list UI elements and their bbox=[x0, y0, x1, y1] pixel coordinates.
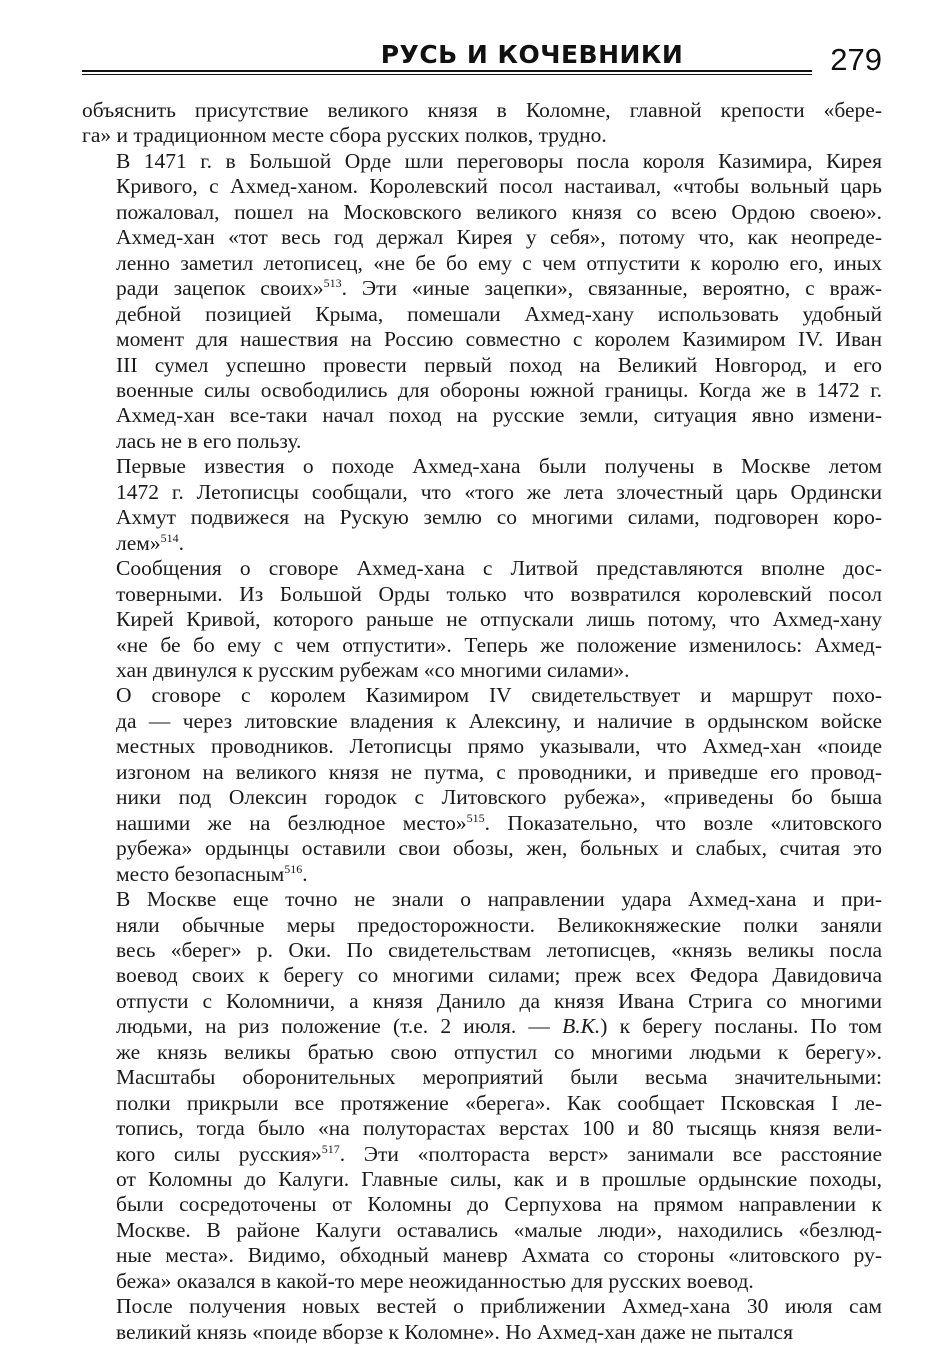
paragraph bbox=[82, 556, 882, 683]
text-line: нашими же на безлюдное место»$^{515}$. Показательно, что возле «литовского bbox=[116, 810, 882, 835]
text-line: великий князь «поиде вборзе к Коломне». Но Ахмед-хан даже не пытался bbox=[116, 1319, 793, 1344]
text-line: местных проводников. Летописцы прямо указывали, что Ахмед-хан «поиде bbox=[116, 734, 882, 759]
paragraph bbox=[82, 1294, 882, 1345]
paragraph bbox=[82, 887, 882, 1294]
text-line: момент для нашествия на Россию совместно с королем Казимиром IV. Иван bbox=[116, 327, 882, 352]
text-line: же князь великы братью свою отпустил со многими людьми к берегу». bbox=[116, 1039, 882, 1064]
text-line: «не бе бо ему с чем отпустити». Теперь же положение изменилось: Ахмед- bbox=[116, 632, 882, 657]
running-title: РУСЬ И КОЧЕВНИКИ bbox=[380, 40, 684, 69]
text-line: Масштабы оборонительных мероприятий были весьма значительными: bbox=[116, 1065, 882, 1090]
text-line: да — через литовские владения к Алексину, и наличие в ордынском войске bbox=[116, 708, 882, 733]
text-line: хан двинулся к русским рубежам «со многими силами». bbox=[116, 657, 630, 682]
footnote-ref: 517 bbox=[321, 1141, 340, 1156]
text-line: лем»$^{514}$. bbox=[116, 530, 185, 555]
text-line: Первые известия о походе Ахмед-хана были получены в Москве летом bbox=[116, 454, 882, 479]
text-line: га» и традиционном месте сбора русских полков, трудно. bbox=[82, 123, 607, 148]
text-line: от Коломны до Калуги. Главные силы, как и в прошлые ордынские походы, bbox=[116, 1167, 882, 1192]
text-line: топись, тогда было «на полуторастах верстах 100 и 80 тысящь князя вели- bbox=[116, 1116, 882, 1141]
text-line: Кривого, с Ахмед-ханом. Королевский посол настаивал, «чтобы вольный царь bbox=[116, 174, 882, 199]
text-line: Кирей Кривой, которого раньше не отпускали лишь потому, что Ахмед-хану bbox=[116, 607, 882, 632]
text-line: изгоном на великого князя не путма, с проводники, и приведше его провод- bbox=[116, 759, 882, 784]
text-line: место безопасным$^{516}$. bbox=[116, 861, 308, 886]
text-line: Ахмед-хан все-таки начал поход на русские земли, ситуация явно измени- bbox=[116, 403, 882, 428]
text-line: кого силы русския»$^{517}$. Эти «полтораста верст» занимали все расстояние bbox=[116, 1141, 882, 1166]
text-line: няли обычные меры предосторожности. Великокняжеские полки заняли bbox=[116, 912, 882, 937]
text-line: весь «берег» р. Оки. По свидетельствам летописцев, «князь великы посла bbox=[116, 937, 882, 962]
text-line: 1472 г. Летописцы сообщали, что «того же лета злочестный царь Ордински bbox=[116, 479, 882, 504]
text-line: ники под Олексин городок с Литовского рубежа», «приведены бо быша bbox=[116, 785, 882, 810]
text-line: полки прикрыли все протяжение «берега». Как сообщает Псковская I ле- bbox=[116, 1090, 882, 1115]
paragraph bbox=[82, 149, 882, 454]
text-line: дебной позицией Крыма, помешали Ахмед-хану использовать удобный bbox=[116, 301, 882, 326]
text-line: О сговоре с королем Казимиром IV свидетельствует и маршрут похо- bbox=[116, 683, 882, 708]
text-line: Ахмут подвижеся на Рускую землю со многими силами, подговорен коро- bbox=[116, 505, 882, 530]
text-line: людьми, на риз положение (т.е. 2 июля. — В.К.) к берегу посланы. По том bbox=[116, 1014, 882, 1039]
text-line: объяснить присутствие великого князя в Коломне, главной крепости «бере- bbox=[82, 98, 882, 122]
running-header bbox=[82, 38, 882, 78]
text-line: бежа» оказался в какой-то мере неожиданностью для русских воевод. bbox=[116, 1268, 754, 1293]
text-line: ленно заметил летописец, «не бе бо ему с чем отпустити к королю его, иных bbox=[116, 250, 882, 275]
text-line: В 1471 г. в Большой Орде шли переговоры посла короля Казимира, Кирея bbox=[116, 148, 882, 173]
text-line: военные силы освободились для обороны южной границы. Когда же в 1472 г. bbox=[116, 377, 882, 402]
footnote-ref: 513 bbox=[323, 276, 342, 291]
text-line: Ахмед-хан «тот весь год держал Кирея у себя», потому что, как неопреде- bbox=[116, 225, 882, 250]
paragraph bbox=[82, 683, 882, 887]
text-line: воевод своих к берегу со многими силами; преж всех Федора Давидовича bbox=[116, 963, 882, 988]
page-number: 279 bbox=[830, 42, 882, 77]
text-line: III сумел успешно провести первый поход на Великий Новгород, и его bbox=[116, 352, 882, 377]
footnote-ref: 514 bbox=[160, 530, 179, 545]
text-line: Сообщения о сговоре Ахмед-хана с Литвой представляются вполне дос- bbox=[116, 556, 882, 581]
footnote-ref: 516 bbox=[284, 861, 303, 876]
header-rule bbox=[82, 70, 812, 75]
text-line: После получения новых вестей о приближении Ахмед-хана 30 июля сам bbox=[116, 1294, 882, 1319]
body-text bbox=[82, 98, 882, 1345]
footnote-ref: 515 bbox=[466, 810, 485, 825]
text-line: были сосредоточены от Коломны до Серпухова на прямом направлении к bbox=[116, 1192, 882, 1217]
text-line: ные места». Видимо, обходный маневр Ахмата со стороны «литовского ру- bbox=[116, 1243, 882, 1268]
paragraph bbox=[82, 454, 882, 556]
paragraph bbox=[82, 98, 882, 149]
text-line: лась не в его пользу. bbox=[116, 428, 302, 453]
text-line: товерными. Из Большой Орды только что возвратился королевский посол bbox=[116, 581, 882, 606]
text-line: ради зацепок своих»$^{513}$. Эти «иные зацепки», связанные, вероятно, с враж- bbox=[116, 276, 882, 301]
text-line: В Москве еще точно не знали о направлении удара Ахмед-хана и при- bbox=[116, 887, 882, 912]
text-line: Москве. В районе Калуги оставались «малые люди», находились «безлюд- bbox=[116, 1217, 882, 1242]
text-line: пожаловал, пошел на Московского великого князя со всею Ордою своею». bbox=[116, 199, 882, 224]
text-line: рубежа» ордынцы оставили свои обозы, жен, больных и слабых, считая это bbox=[116, 836, 882, 861]
text-line: отпусти с Коломничи, а князя Данило да князя Ивана Стрига со многими bbox=[116, 988, 882, 1013]
